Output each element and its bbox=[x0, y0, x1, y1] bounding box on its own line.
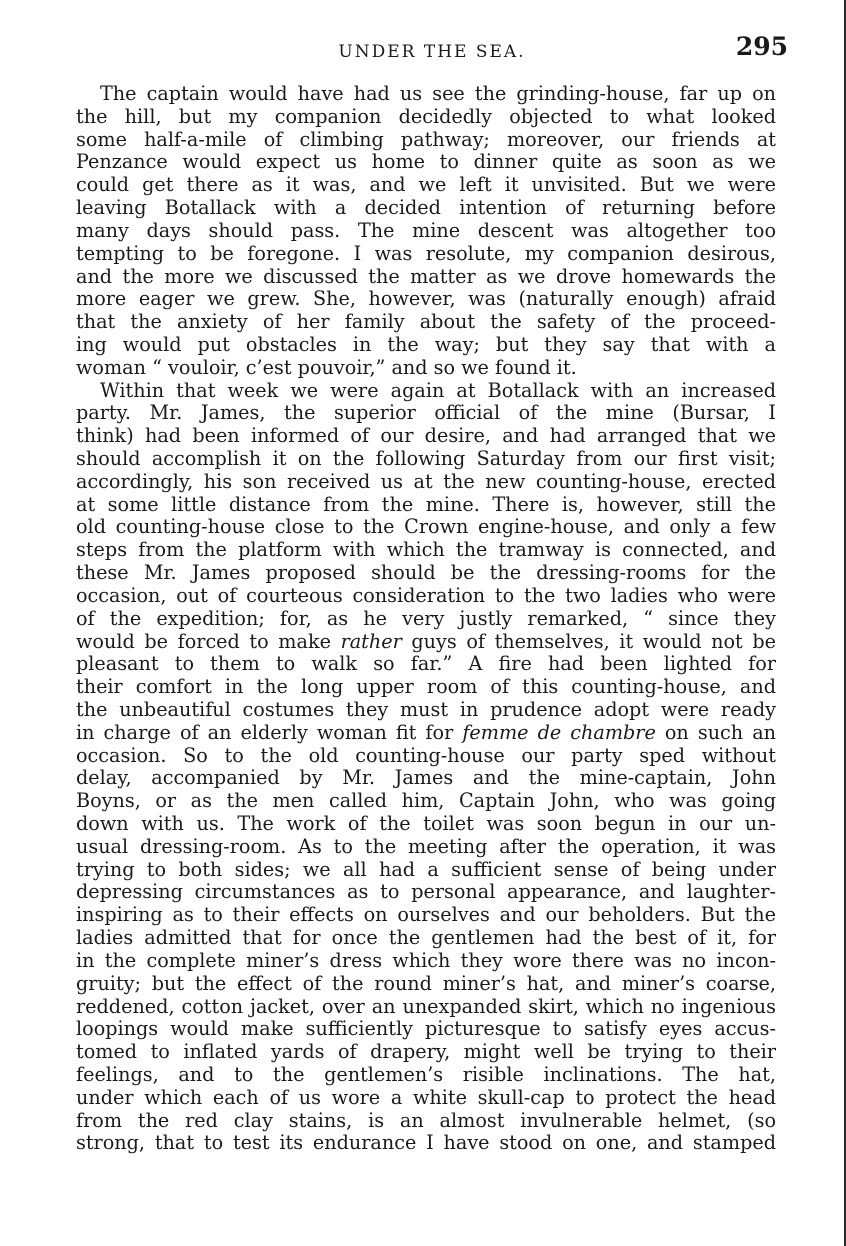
text-line: occasion. So to the old counting-house our party sped without bbox=[76, 744, 776, 767]
text-line: the unbeautiful costumes they must in prudence adopt were ready bbox=[76, 698, 776, 721]
page-header bbox=[76, 32, 788, 72]
text-line: ladies admitted that for once the gentlemen had the best of it, for bbox=[76, 927, 776, 950]
text-line: some half-a-mile of climbing pathway; moreover, our friends at bbox=[76, 128, 776, 151]
text-line: down with us. The work of the toilet was soon begun in our un- bbox=[76, 813, 776, 835]
text-line: reddened, cotton jacket, over an unexpanded skirt, which no ingenious bbox=[76, 995, 776, 1018]
text-line: from the red clay stains, is an almost invulnerable helmet, (so bbox=[76, 1109, 776, 1132]
text-line: in the complete miner’s dress which they wore there was no incon- bbox=[76, 949, 776, 972]
text-line: think) had been informed of our desire, and had arranged that we bbox=[76, 425, 776, 448]
text-line-mixed bbox=[76, 631, 776, 654]
text-line: feelings, and to the gentlemen’s risible inclinations. The hat, bbox=[76, 1063, 776, 1086]
italic-segment: rather bbox=[340, 630, 402, 653]
text-line: depressing circumstances as to personal appearance, and laughter- bbox=[76, 881, 776, 904]
text-line-mixed bbox=[76, 722, 776, 745]
page-number: 295 bbox=[735, 32, 788, 61]
text-line: that the anxiety of her family about the safety of the proceed- bbox=[76, 311, 776, 334]
text-line: leaving Botallack with a decided intention of returning before bbox=[76, 197, 776, 220]
text-line: the hill, but my companion decidedly objected to what looked bbox=[76, 105, 776, 128]
text-line: tempting to be foregone. I was resolute, my companion desirous, bbox=[76, 242, 776, 265]
text-line: their comfort in the long upper room of this counting-house, and bbox=[76, 676, 776, 699]
text-line: old counting-house close to the Crown engine-house, and only a few bbox=[76, 516, 776, 539]
text-line: under which each of us wore a white skull-cap to protect the head bbox=[76, 1086, 776, 1109]
running-head: UNDER THE SEA. bbox=[338, 42, 526, 62]
text-segment: on such an bbox=[655, 721, 776, 744]
body-text bbox=[76, 83, 776, 1155]
text-line: accordingly, his son received us at the new counting-house, erected bbox=[76, 470, 776, 493]
text-line: woman “ vouloir, c’est pouvoir,” and so we found it. bbox=[76, 356, 577, 379]
text-segment: would be forced to make bbox=[76, 630, 331, 653]
text-line: steps from the platform with which the tramway is connected, and bbox=[76, 539, 776, 562]
text-line: occasion, out of courteous consideration to the two ladies who were bbox=[76, 584, 776, 607]
text-line: these Mr. James proposed should be the dressing-rooms for the bbox=[76, 562, 776, 585]
text-line: usual dressing-room. As to the meeting after the operation, it was bbox=[76, 835, 776, 858]
text-line: trying to both sides; we all had a sufficient sense of being under bbox=[76, 858, 776, 881]
text-line: should accomplish it on the following Saturday from our first visit; bbox=[76, 448, 776, 470]
text-line: loopings would make sufficiently picturesque to satisfy eyes accus- bbox=[76, 1018, 776, 1041]
text-line: and the more we discussed the matter as we drove homewards the bbox=[76, 265, 776, 288]
text-line: Penzance would expect us home to dinner quite as soon as we bbox=[76, 151, 776, 174]
text-line: more eager we grew. She, however, was (naturally enough) afraid bbox=[76, 288, 776, 311]
text-line: inspiring as to their effects on ourselves and our beholders. But the bbox=[76, 904, 776, 927]
text-line: ing would put obstacles in the way; but they say that with a bbox=[76, 333, 776, 356]
text-line: many days should pass. The mine descent was altogether too bbox=[76, 219, 776, 242]
text-line: of the expedition; for, as he very justly remarked, “ since they bbox=[76, 607, 776, 630]
text-line: The captain would have had us see the grinding-house, far up on bbox=[100, 83, 776, 105]
text-segment: guys of themselves, it would not be bbox=[401, 630, 776, 653]
text-line: Within that week we were again at Botallack with an increased bbox=[100, 379, 776, 402]
text-line: Boyns, or as the men called him, Captain John, who was going bbox=[76, 790, 776, 813]
text-line: delay, accompanied by Mr. James and the mine-captain, John bbox=[76, 767, 776, 790]
text-line: party. Mr. James, the superior official of the mine (Bursar, I bbox=[76, 402, 776, 425]
text-line: pleasant to them to walk so far.” A fire had been lighted for bbox=[76, 653, 776, 676]
text-line: tomed to inflated yards of drapery, might well be trying to their bbox=[76, 1041, 776, 1064]
text-line: gruity; but the effect of the round miner’s hat, and miner’s coarse, bbox=[76, 972, 776, 995]
text-line: could get there as it was, and we left it unvisited. But we were bbox=[76, 174, 776, 197]
italic-segment: femme de chambre bbox=[462, 721, 656, 744]
text-line: at some little distance from the mine. There is, however, still the bbox=[76, 493, 776, 516]
text-line: strong, that to test its endurance I have stood on one, and stamped bbox=[76, 1132, 776, 1155]
text-segment: in charge of an elderly woman fit for bbox=[76, 721, 454, 744]
